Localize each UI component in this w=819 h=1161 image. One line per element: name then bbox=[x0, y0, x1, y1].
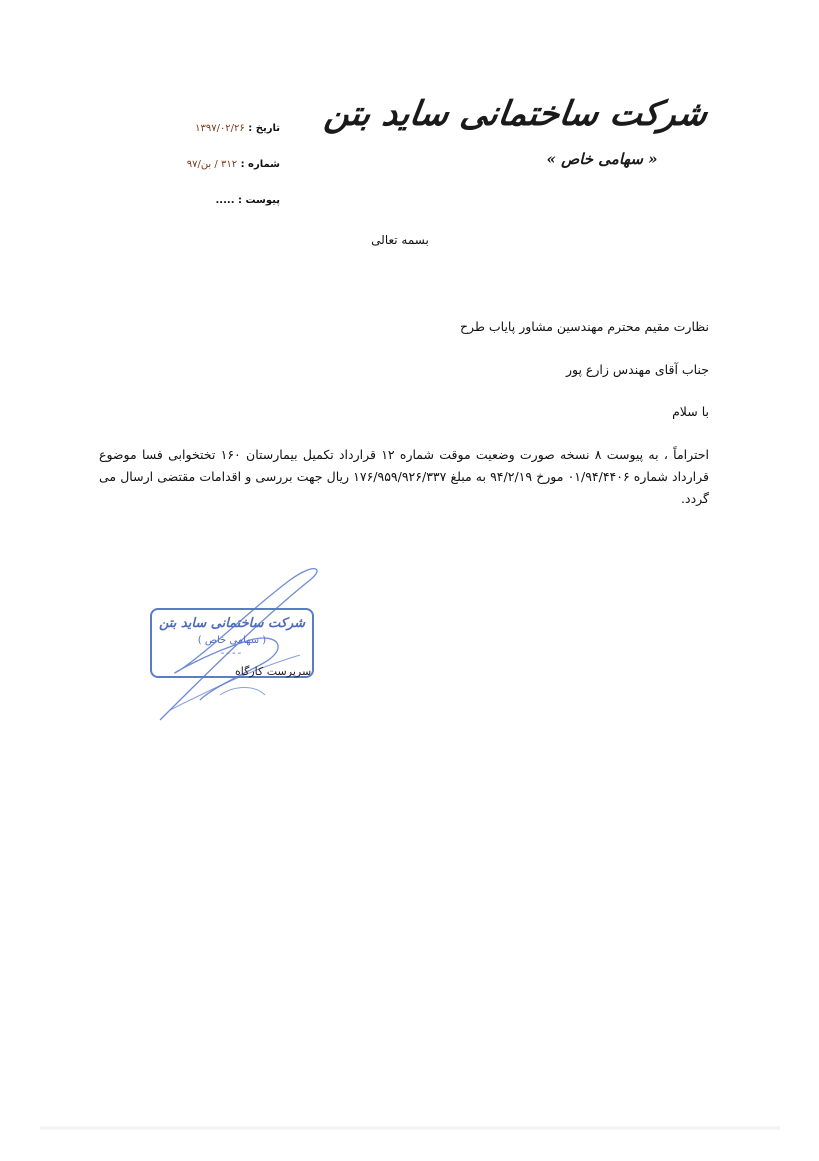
attachment-row bbox=[150, 192, 280, 228]
footer-faint-line bbox=[40, 1118, 780, 1138]
stamp-extra: ---- bbox=[220, 648, 244, 659]
handwritten-signature bbox=[140, 560, 330, 730]
number-row bbox=[150, 156, 280, 192]
company-letterhead bbox=[322, 92, 710, 168]
date-value: ۱۳۹۷/۰۲/۲۶ bbox=[195, 123, 245, 134]
recipient-line-1: نظارت مقیم محترم مهندسین مشاور پایاب طرح bbox=[459, 319, 709, 334]
letter-body: احتراماً ، به پیوست ۸ نسخه صورت وضعیت موقت شماره ۱۲ قرارداد تکمیل بیمارستان ۱۶۰ تختخوابی فسا موضوع قرارداد شماره ۰۱/۹۴/۴۴۰۶ مورخ ۹۴/۲/۱۹ به مبلغ ۱۷۶/۹۵۹/۹۲۶/۳۳۷ ریال جهت بررسی و اقدامات مقتضی ارسال می گردد. bbox=[99, 447, 709, 506]
number-label: شماره : bbox=[240, 159, 280, 170]
company-type: « سهامی خاص » bbox=[546, 150, 658, 168]
letter-meta bbox=[150, 120, 280, 228]
attachment-value: ..... bbox=[215, 195, 235, 206]
bismillah: بسمه تعالی bbox=[371, 233, 429, 247]
signature-block bbox=[140, 560, 330, 730]
company-name: شرکت ساختمانی ساید بتن bbox=[322, 94, 710, 134]
date-label: تاریخ : bbox=[248, 123, 280, 134]
recipient-line-2: جناب آقای مهندس زارع پور bbox=[565, 362, 709, 377]
greeting: با سلام bbox=[672, 404, 709, 419]
date-row bbox=[150, 120, 280, 156]
number-value: ۳۱۲ / بن/۹۷ bbox=[186, 159, 238, 170]
attachment-label: پیوست : bbox=[237, 195, 280, 206]
stamp-company-type: ( سهامی خاص ) bbox=[197, 635, 267, 646]
stamp-company-name: شرکت ساختمانی ساید بتن bbox=[158, 616, 306, 631]
signature-caption: سرپرست کارگاه bbox=[235, 665, 312, 678]
